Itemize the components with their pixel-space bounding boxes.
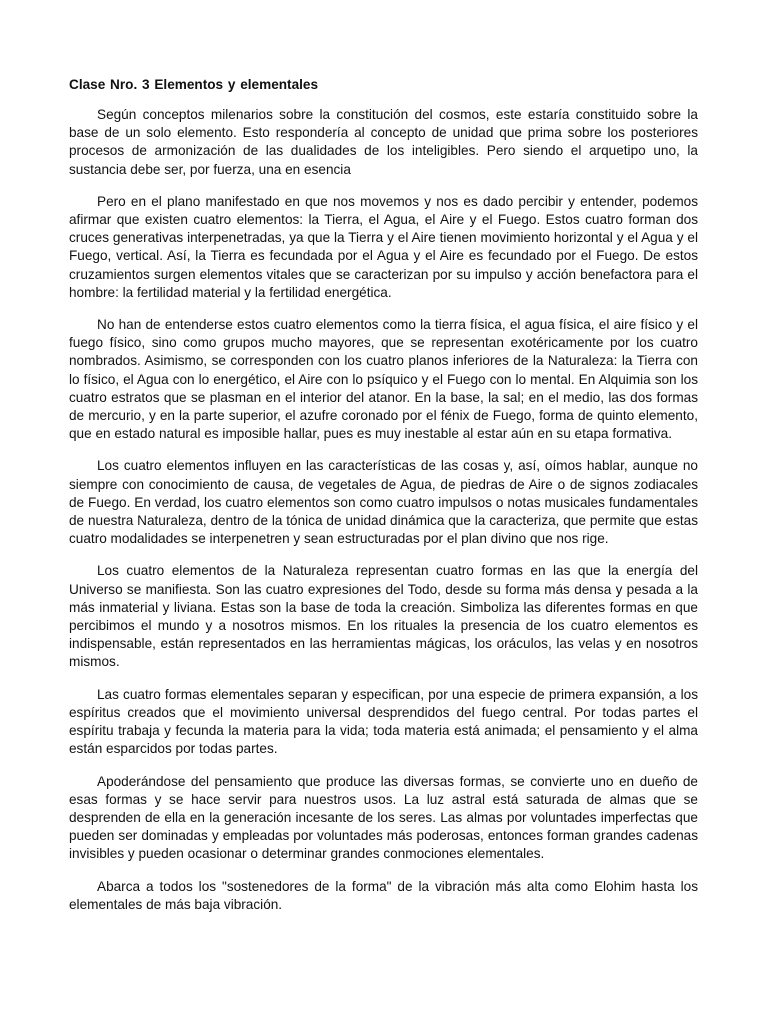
paragraph-3: No han de entenderse estos cuatro elementos como la tierra física, el agua física, el aire físico y el fuego físico, sino como grupos mucho mayores, que se representan exotéricamente por los cuatro nombrados. Asimismo, se corresponden con los cuatro planos inferiores de la Naturaleza: la Tierra con lo físico, el Agua con lo energético, el Aire con lo psíquico y el Fuego con lo mental. En Alquimia son los cuatro estratos que se plasman en el interior del atanor. En la base, la sal; en el medio, las dos formas de mercurio, y en la parte superior, el azufre coronado por el fénix de Fuego, forma de quinto elemento, que en estado natural es imposible hallar, pues es muy inestable al estar aún en su etapa formativa. xyxy=(69,317,698,442)
document-title: Clase Nro. 3 Elementos y elementales xyxy=(69,77,319,92)
paragraph-5: Los cuatro elementos de la Naturaleza representan cuatro formas en las que la energía del Universo se manifiesta. Son las cuatro expresiones del Todo, desde su forma más densa y pesada a la más inmaterial y liviana. Estas son la base de toda la creación. Simboliza las diferentes formas en que percibimos el mundo y a nosotros mismos. En los rituales la presencia de los cuatro elementos es indispensable, están representados en las herramientas mágicas, los oráculos, las velas y en nosotros mismos. xyxy=(69,563,698,670)
paragraph-1: Según conceptos milenarios sobre la constitución del cosmos, este estaría constituido sobre la base de un solo elemento. Esto respondería al concepto de unidad que prima sobre los posteriores procesos de armonización de las dualidades de los inteligibles. Pero siendo el arquetipo uno, la sustancia debe ser, por fuerza, una en esencia xyxy=(69,107,698,177)
paragraph-8: Abarca a todos los "sostenedores de la forma" de la vibración más alta como Elohim hasta los elementales de más baja vibración. xyxy=(69,878,698,912)
paragraph-7: Apoderándose del pensamiento que produce las diversas formas, se convierte uno en dueño de esas formas y se hace servir para nuestros usos. La luz astral está saturada de almas que se desprenden de ella en la generación incesante de los seres. Las almas por voluntades imperfectas que pueden ser dominadas y empleadas por voluntades más poderosas, entonces forman grandes cadenas invisibles y pueden ocasionar o determinar grandes conmociones elementales. xyxy=(69,773,698,862)
paragraph-2: Pero en el plano manifestado en que nos movemos y nos es dado percibir y entender, podemos afirmar que existen cuatro elementos: la Tierra, el Agua, el Aire y el Fuego. Estos cuatro forman dos cruces generativas interpenetradas, ya que la Tierra y el Aire tienen movimiento horizontal y el Agua y el Fuego, vertical. Así, la Tierra es fecundada por el Agua y el Aire es fecundado por el Fuego. De estos cruzamientos surgen elementos vitales que se caracterizan por su impulso y acción benefactora para el hombre: la fertilidad material y la fertilidad energética. xyxy=(69,193,698,300)
paragraph-4: Los cuatro elementos influyen en las características de las cosas y, así, oímos hablar, aunque no siempre con conocimiento de causa, de vegetales de Agua, de piedras de Aire o de signos zodiacales de Fuego. En verdad, los cuatro elementos son como cuatro impulsos o notas musicales fundamentales de nuestra Naturaleza, dentro de la tónica de unidad dinámica que la caracteriza, que permite que estas cuatro modalidades se interpenetren y sean estructuradas por el plan divino que nos rige. xyxy=(69,458,698,547)
paragraph-6: Las cuatro formas elementales separan y especifican, por una especie de primera expansión, a los espíritus creados que el movimiento universal desprendidos del fuego central. Por todas partes el espíritu trabaja y fecunda la materia para la vida; toda materia está animada; el pensamiento y el alma están esparcidos por todas partes. xyxy=(69,686,698,757)
